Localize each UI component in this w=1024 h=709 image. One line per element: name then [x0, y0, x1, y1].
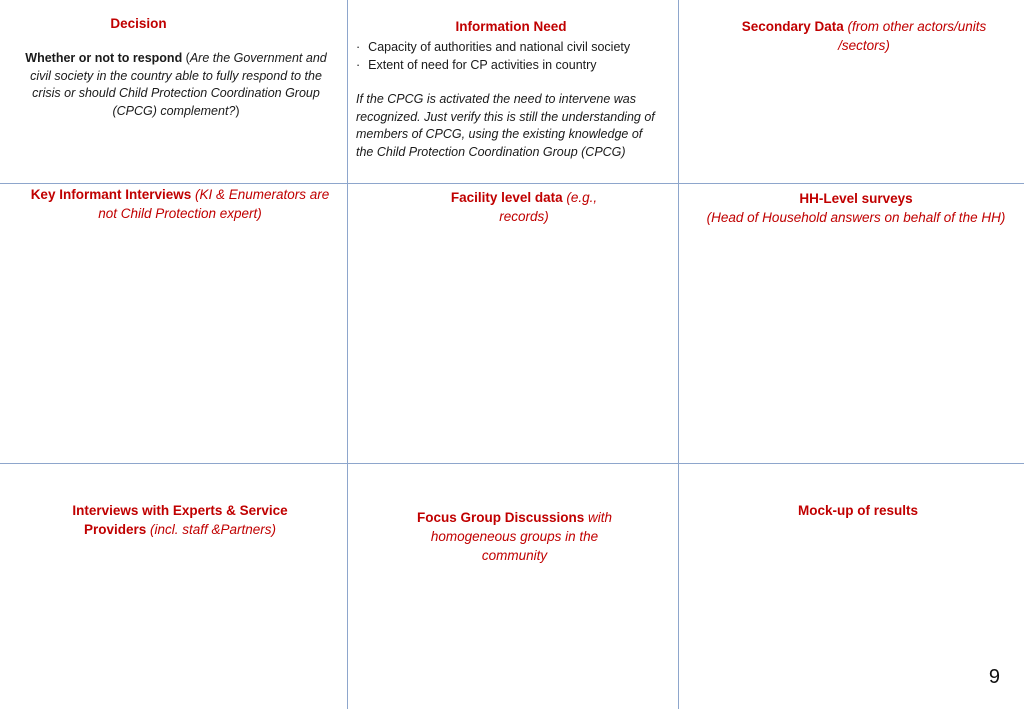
- hh-level-title: HH-Level surveys: [799, 191, 913, 206]
- hh-level-cell: [688, 189, 1024, 227]
- decision-open-paren: (: [182, 51, 190, 65]
- mockup-cell: [718, 501, 998, 520]
- bullet-text: Capacity of authorities and national civil society: [368, 40, 631, 54]
- secondary-data-title: Secondary Data: [741, 19, 844, 34]
- information-need-cell: [356, 17, 666, 161]
- bullet-dot-icon: ·: [356, 40, 361, 54]
- grid-divider-vertical-1: [347, 0, 348, 709]
- information-need-bullet: [356, 39, 666, 57]
- secondary-data-subtitle: (from other actors/units /sectors): [838, 19, 987, 53]
- information-need-bullet: [356, 57, 666, 75]
- information-need-bullets: [356, 39, 666, 74]
- expert-interviews-subtitle: (incl. staff &Partners): [150, 522, 277, 537]
- focus-group-title: Focus Group Discussions: [416, 510, 585, 525]
- expert-interviews-cell: [60, 501, 300, 539]
- decision-lead: Whether or not to respond: [25, 51, 183, 65]
- decision-question: Are the Government and civil society in the country able to fully respond to the crisis or should Child Protection Coordination Group (CPCG) complement?: [30, 51, 327, 118]
- hh-level-subtitle: (Head of Household answers on behalf of the HH): [706, 210, 1006, 225]
- facility-level-cell: [440, 188, 608, 226]
- information-need-note: If the CPCG is activated the need to intervene was recognized. Just verify this is still the understanding of members of CPCG, using the existing knowledge of the Child Protection Coordination Group (CPCG): [356, 92, 655, 159]
- key-informant-title: Key Informant Interviews: [30, 187, 192, 202]
- focus-group-cell: [412, 508, 617, 565]
- decision-close-paren: ): [235, 103, 240, 118]
- bullet-text: Extent of need for CP activities in country: [368, 57, 597, 72]
- facility-level-title: Facility level data: [450, 190, 563, 205]
- facility-level-subtitle: (e.g., records): [499, 190, 598, 224]
- grid-divider-horizontal-2: [0, 463, 1024, 464]
- grid-divider-horizontal-1: [0, 183, 1024, 184]
- key-informant-cell: [30, 185, 330, 223]
- mockup-title: Mock-up of results: [797, 503, 918, 518]
- decision-title: Decision: [110, 16, 167, 31]
- decision-cell: [20, 14, 332, 120]
- decision-body: [20, 50, 332, 120]
- key-informant-subtitle: (KI & Enumerators are not Child Protection expert): [98, 187, 330, 221]
- information-need-title: Information Need: [455, 19, 567, 34]
- expert-interviews-title: Interviews with Experts & Service Providers: [72, 503, 288, 537]
- focus-group-subtitle: with homogeneous groups in the community: [430, 510, 613, 563]
- grid-divider-vertical-2: [678, 0, 679, 709]
- secondary-data-cell: [720, 17, 1008, 55]
- page-number: 9: [988, 666, 1000, 688]
- bullet-dot-icon: ·: [356, 57, 361, 72]
